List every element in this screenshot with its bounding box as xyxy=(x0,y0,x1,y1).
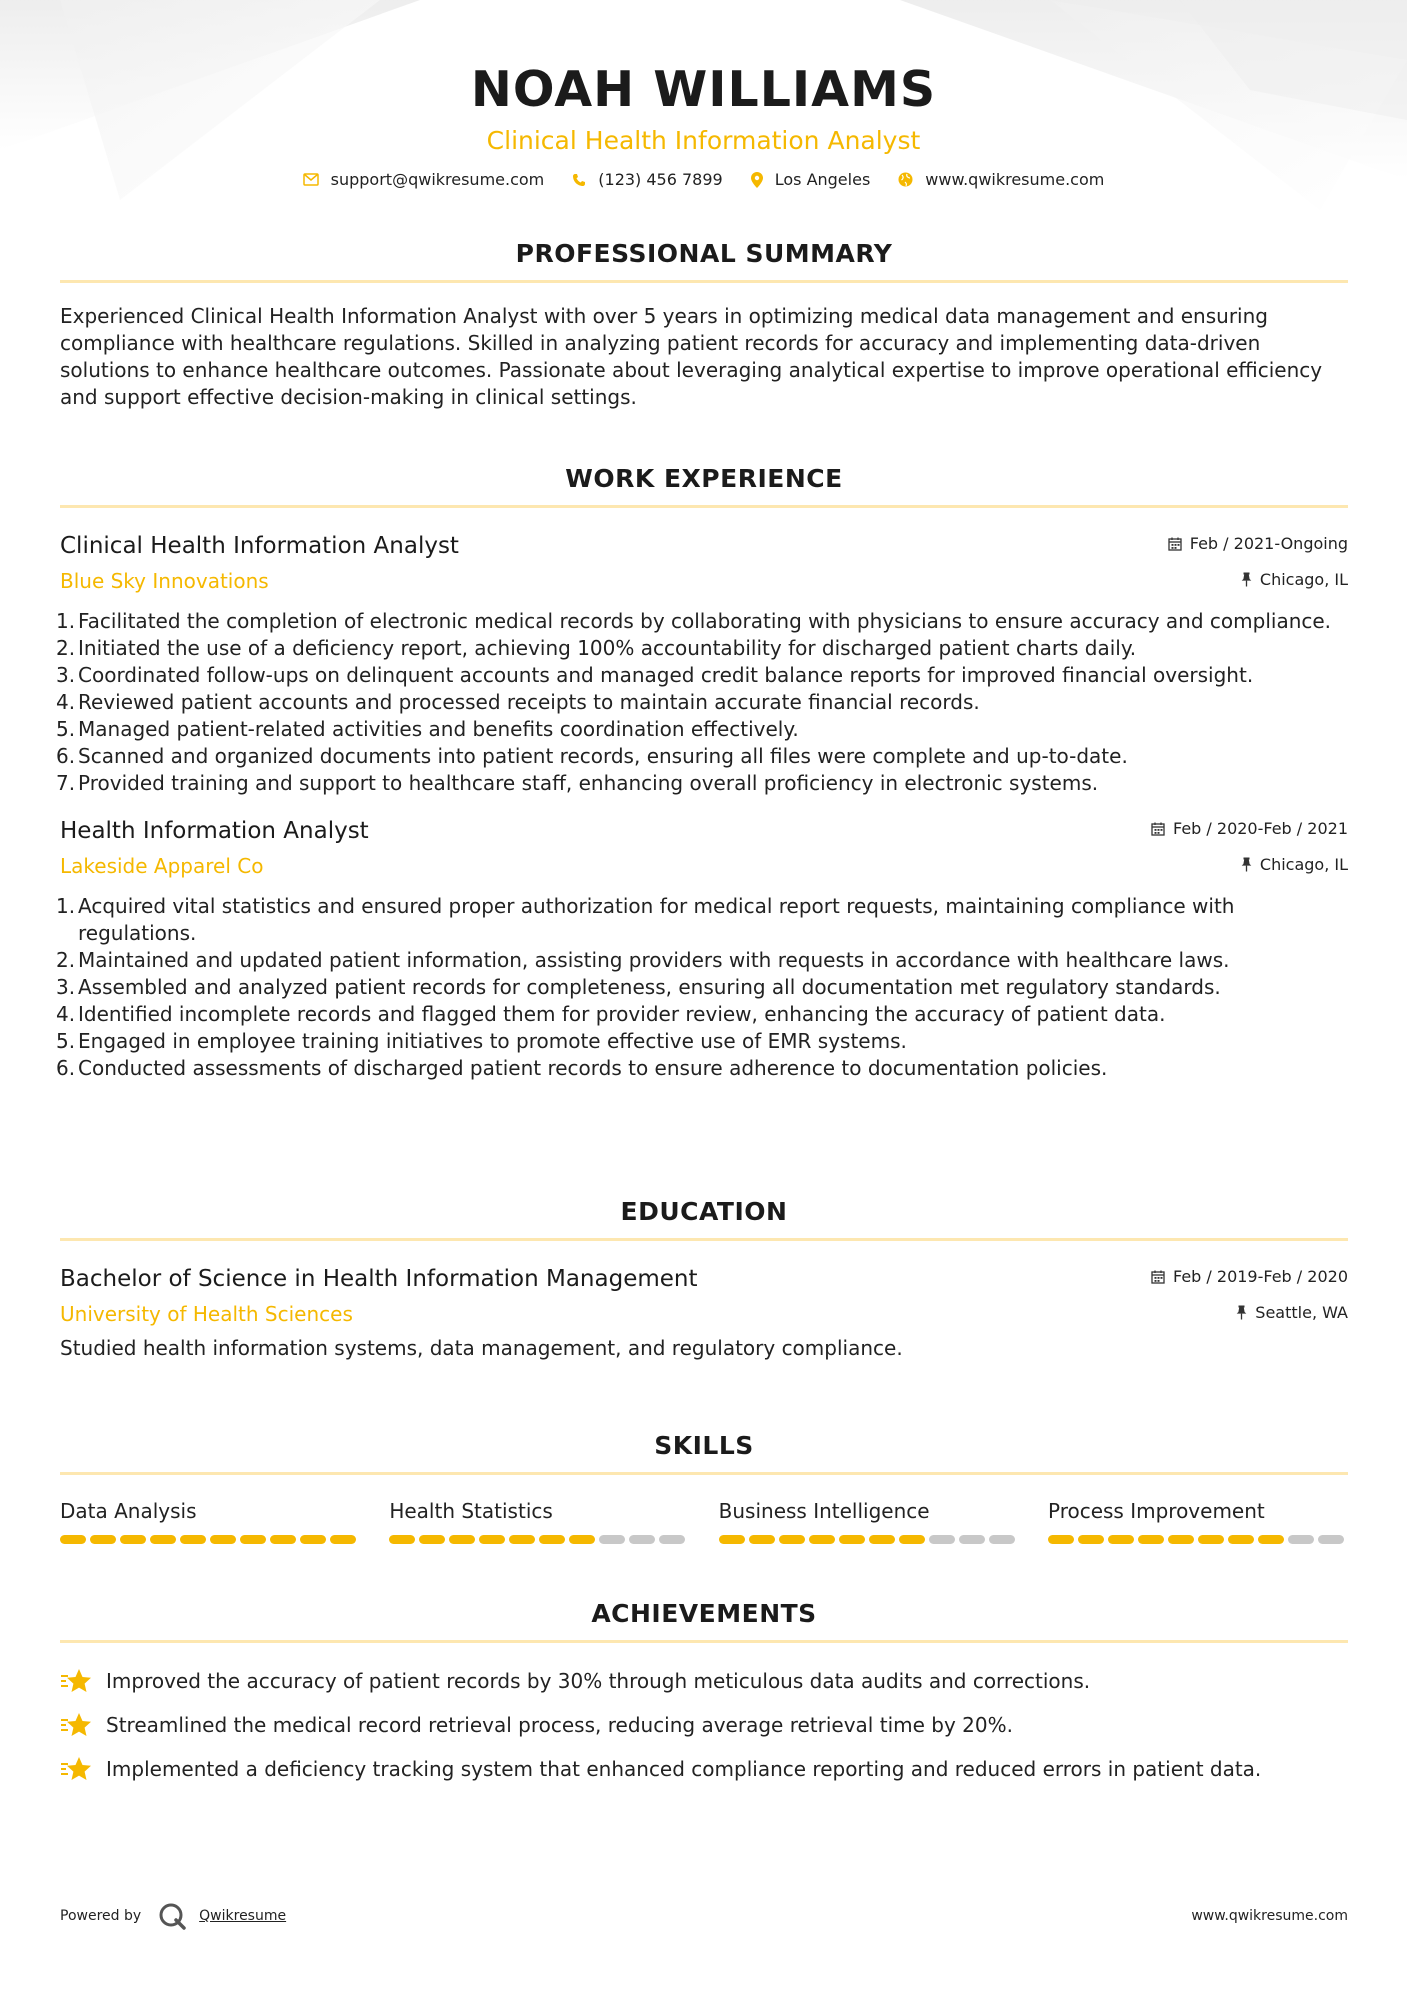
achievement-item xyxy=(60,1747,1348,1791)
section-heading: ACHIEVEMENTS xyxy=(591,1599,817,1628)
list-item: 3. Coordinated follow-ups on delinquent accounts and managed credit balance reports for improved financial oversight. xyxy=(56,663,1254,687)
skill-segment-empty xyxy=(629,1535,655,1544)
job-date-text: Feb / 2021-Ongoing xyxy=(1189,534,1348,553)
skill-segment-filled xyxy=(1258,1535,1284,1544)
skill-name: Process Improvement xyxy=(1047,1499,1265,1523)
job-location-text: Chicago, IL xyxy=(1259,570,1348,589)
skills-section xyxy=(60,1430,1348,1544)
achievement-text: Implemented a deficiency tracking system that enhanced compliance reporting and reduced errors in patient data. xyxy=(106,1757,1262,1781)
skill-segment-filled xyxy=(809,1535,835,1544)
powered-by xyxy=(60,1901,286,1931)
job-entry xyxy=(56,530,1348,797)
skill-level-bar xyxy=(719,1535,1019,1544)
section-divider xyxy=(60,505,1348,508)
star-icon xyxy=(60,1756,92,1782)
summary-text: Experienced Clinical Health Information Analyst with over 5 years in optimizing medical data management and ensuring compliance with healthcare regulations. Skilled in analyzing patient records for accuracy and implementing data-driven solutions to enhance healthcare outcomes. Passionate about leveraging analytical expertise to improve operational efficiency and support effective decision-making in clinical settings. xyxy=(60,304,1323,409)
skill-segment-filled xyxy=(899,1535,925,1544)
list-item: 5. Managed patient-related activities and benefits coordination effectively. xyxy=(56,717,799,741)
map-pin-icon xyxy=(751,172,763,188)
achievement-text: Streamlined the medical record retrieval process, reducing average retrieval time by 20%. xyxy=(106,1713,1013,1737)
skill-segment-filled xyxy=(719,1535,745,1544)
job-location-text: Chicago, IL xyxy=(1259,855,1348,874)
skill-segment-empty xyxy=(659,1535,685,1544)
phone-icon xyxy=(572,173,586,187)
list-item: 4. Reviewed patient accounts and processed receipts to maintain accurate financial records. xyxy=(56,690,980,714)
education-location-text: Seattle, WA xyxy=(1255,1303,1348,1322)
experience-section xyxy=(56,463,1348,1082)
achievement-item xyxy=(60,1659,1348,1703)
skill-segment-filled xyxy=(210,1535,236,1544)
skill-segment-empty xyxy=(959,1535,985,1544)
skill-segment-filled xyxy=(569,1535,595,1544)
skill-segment-filled xyxy=(120,1535,146,1544)
skill-segment-filled xyxy=(90,1535,116,1544)
job-entry xyxy=(56,815,1348,1082)
skill-segment-filled xyxy=(779,1535,805,1544)
degree-title: Bachelor of Science in Health Information Management xyxy=(60,1266,698,1292)
company-name: Lakeside Apparel Co xyxy=(60,854,264,878)
powered-by-label: Powered by xyxy=(60,1908,142,1924)
skill-segment-filled xyxy=(1228,1535,1254,1544)
skill-item xyxy=(719,1497,1019,1544)
skill-item xyxy=(389,1497,689,1544)
location-text: Los Angeles xyxy=(774,170,871,189)
skill-segment-filled xyxy=(539,1535,565,1544)
page-footer xyxy=(60,1896,1348,1936)
section-divider xyxy=(60,280,1348,283)
section-heading: SKILLS xyxy=(654,1431,754,1460)
contact-location xyxy=(751,170,871,189)
education-entry xyxy=(60,1263,1348,1362)
skill-segment-filled xyxy=(1108,1535,1134,1544)
skill-segment-filled xyxy=(180,1535,206,1544)
achievement-list xyxy=(60,1659,1348,1791)
list-item: 6. Scanned and organized documents into patient records, ensuring all files were complete and up-to-date. xyxy=(56,744,1128,768)
job-location xyxy=(1241,855,1348,874)
skill-segment-filled xyxy=(1198,1535,1224,1544)
skill-segment-filled xyxy=(1048,1535,1074,1544)
section-heading: WORK EXPERIENCE xyxy=(565,464,843,493)
job-date xyxy=(1168,534,1348,553)
star-icon xyxy=(60,1712,92,1738)
calendar-icon xyxy=(1151,822,1165,836)
skill-segment-filled xyxy=(479,1535,505,1544)
education-section xyxy=(60,1196,1348,1362)
company-name: Blue Sky Innovations xyxy=(60,569,269,593)
skill-segment-filled xyxy=(60,1535,86,1544)
section-heading: PROFESSIONAL SUMMARY xyxy=(515,239,893,268)
list-item: 1. Acquired vital statistics and ensured proper authorization for medical report requests, maintaining compliance with regulations. xyxy=(56,894,1235,945)
skill-segment-filled xyxy=(869,1535,895,1544)
list-item: 3. Assembled and analyzed patient records for completeness, ensuring all documentation met regulatory standards. xyxy=(56,975,1221,999)
section-divider xyxy=(60,1472,1348,1475)
list-item: 7. Provided training and support to healthcare staff, enhancing overall proficiency in electronic systems. xyxy=(56,771,1099,795)
education-location xyxy=(1236,1303,1348,1322)
star-icon xyxy=(60,1668,92,1694)
education-description: Studied health information systems, data management, and regulatory compliance. xyxy=(60,1336,903,1360)
school-name: University of Health Sciences xyxy=(60,1302,353,1326)
responsibility-list xyxy=(56,893,1348,1082)
section-heading: EDUCATION xyxy=(620,1197,788,1226)
skill-segment-filled xyxy=(389,1535,415,1544)
phone-text: (123) 456 7899 xyxy=(598,170,723,189)
skill-segment-filled xyxy=(749,1535,775,1544)
skill-segment-empty xyxy=(1288,1535,1314,1544)
pushpin-icon xyxy=(1241,572,1252,587)
contact-website[interactable] xyxy=(898,170,1104,189)
skill-segment-filled xyxy=(300,1535,326,1544)
skill-segment-filled xyxy=(1138,1535,1164,1544)
email-text: support@qwikresume.com xyxy=(330,170,545,189)
skill-level-bar xyxy=(1048,1535,1348,1544)
achievement-item xyxy=(60,1703,1348,1747)
skill-segment-filled xyxy=(509,1535,535,1544)
achievements-section xyxy=(60,1598,1348,1791)
skill-segment-filled xyxy=(449,1535,475,1544)
pushpin-icon xyxy=(1236,1305,1247,1320)
achievement-text: Improved the accuracy of patient records by 30% through meticulous data audits and corrections. xyxy=(106,1669,1091,1693)
job-title: Health Information Analyst xyxy=(60,818,369,844)
skill-name: Business Intelligence xyxy=(718,1499,930,1523)
skill-segment-filled xyxy=(1078,1535,1104,1544)
education-date xyxy=(1151,1267,1348,1286)
resume-header xyxy=(0,58,1407,156)
calendar-icon xyxy=(1151,1270,1165,1284)
contact-email[interactable] xyxy=(303,170,545,189)
skill-name: Health Statistics xyxy=(389,1499,553,1523)
list-item: 2. Maintained and updated patient information, assisting providers with requests in accordance with healthcare laws. xyxy=(56,948,1230,972)
globe-icon xyxy=(898,172,913,187)
footer-url[interactable]: www.qwikresume.com xyxy=(1191,1908,1348,1924)
skill-segment-empty xyxy=(989,1535,1015,1544)
list-item: 6. Conducted assessments of discharged patient records to ensure adherence to documentation policies. xyxy=(56,1056,1108,1080)
candidate-name: NOAH WILLIAMS xyxy=(470,61,937,118)
skill-segment-filled xyxy=(1168,1535,1194,1544)
qwikresume-link[interactable]: Qwikresume xyxy=(199,1908,287,1924)
list-item: 2. Initiated the use of a deficiency report, achieving 100% accountability for discharged patient charts daily. xyxy=(56,636,1137,660)
skill-item xyxy=(1048,1497,1348,1544)
job-title: Clinical Health Information Analyst xyxy=(60,533,459,559)
skill-segment-filled xyxy=(240,1535,266,1544)
envelope-icon xyxy=(303,173,319,186)
list-item: 4. Identified incomplete records and flagged them for provider review, enhancing the accuracy of patient data. xyxy=(56,1002,1166,1026)
job-date xyxy=(1151,819,1348,838)
skill-item xyxy=(60,1497,360,1544)
calendar-icon xyxy=(1168,537,1182,551)
skill-level-bar xyxy=(389,1535,689,1544)
list-item: 5. Engaged in employee training initiatives to promote effective use of EMR systems. xyxy=(56,1029,907,1053)
website-text: www.qwikresume.com xyxy=(925,170,1105,189)
skills-grid xyxy=(60,1497,1348,1544)
skill-segment-filled xyxy=(419,1535,445,1544)
skill-segment-empty xyxy=(599,1535,625,1544)
job-location xyxy=(1241,570,1348,589)
candidate-title: Clinical Health Information Analyst xyxy=(486,126,921,155)
skill-segment-empty xyxy=(1318,1535,1344,1544)
qwikresume-logo-icon xyxy=(157,1901,187,1931)
list-item: 1. Facilitated the completion of electronic medical records by collaborating with physicians to ensure accuracy and compliance. xyxy=(56,609,1332,633)
pushpin-icon xyxy=(1241,857,1252,872)
contact-phone[interactable] xyxy=(572,170,722,189)
section-divider xyxy=(60,1238,1348,1241)
responsibility-list xyxy=(56,608,1348,797)
section-divider xyxy=(60,1640,1348,1643)
summary-section xyxy=(60,238,1348,411)
skill-name: Data Analysis xyxy=(60,1499,197,1523)
skill-segment-filled xyxy=(330,1535,356,1544)
skill-segment-filled xyxy=(839,1535,865,1544)
skill-level-bar xyxy=(60,1535,360,1544)
education-date-text: Feb / 2019-Feb / 2020 xyxy=(1173,1267,1348,1286)
contact-bar xyxy=(0,170,1407,189)
skill-segment-filled xyxy=(270,1535,296,1544)
skill-segment-empty xyxy=(929,1535,955,1544)
job-date-text: Feb / 2020-Feb / 2021 xyxy=(1173,819,1348,838)
skill-segment-filled xyxy=(150,1535,176,1544)
